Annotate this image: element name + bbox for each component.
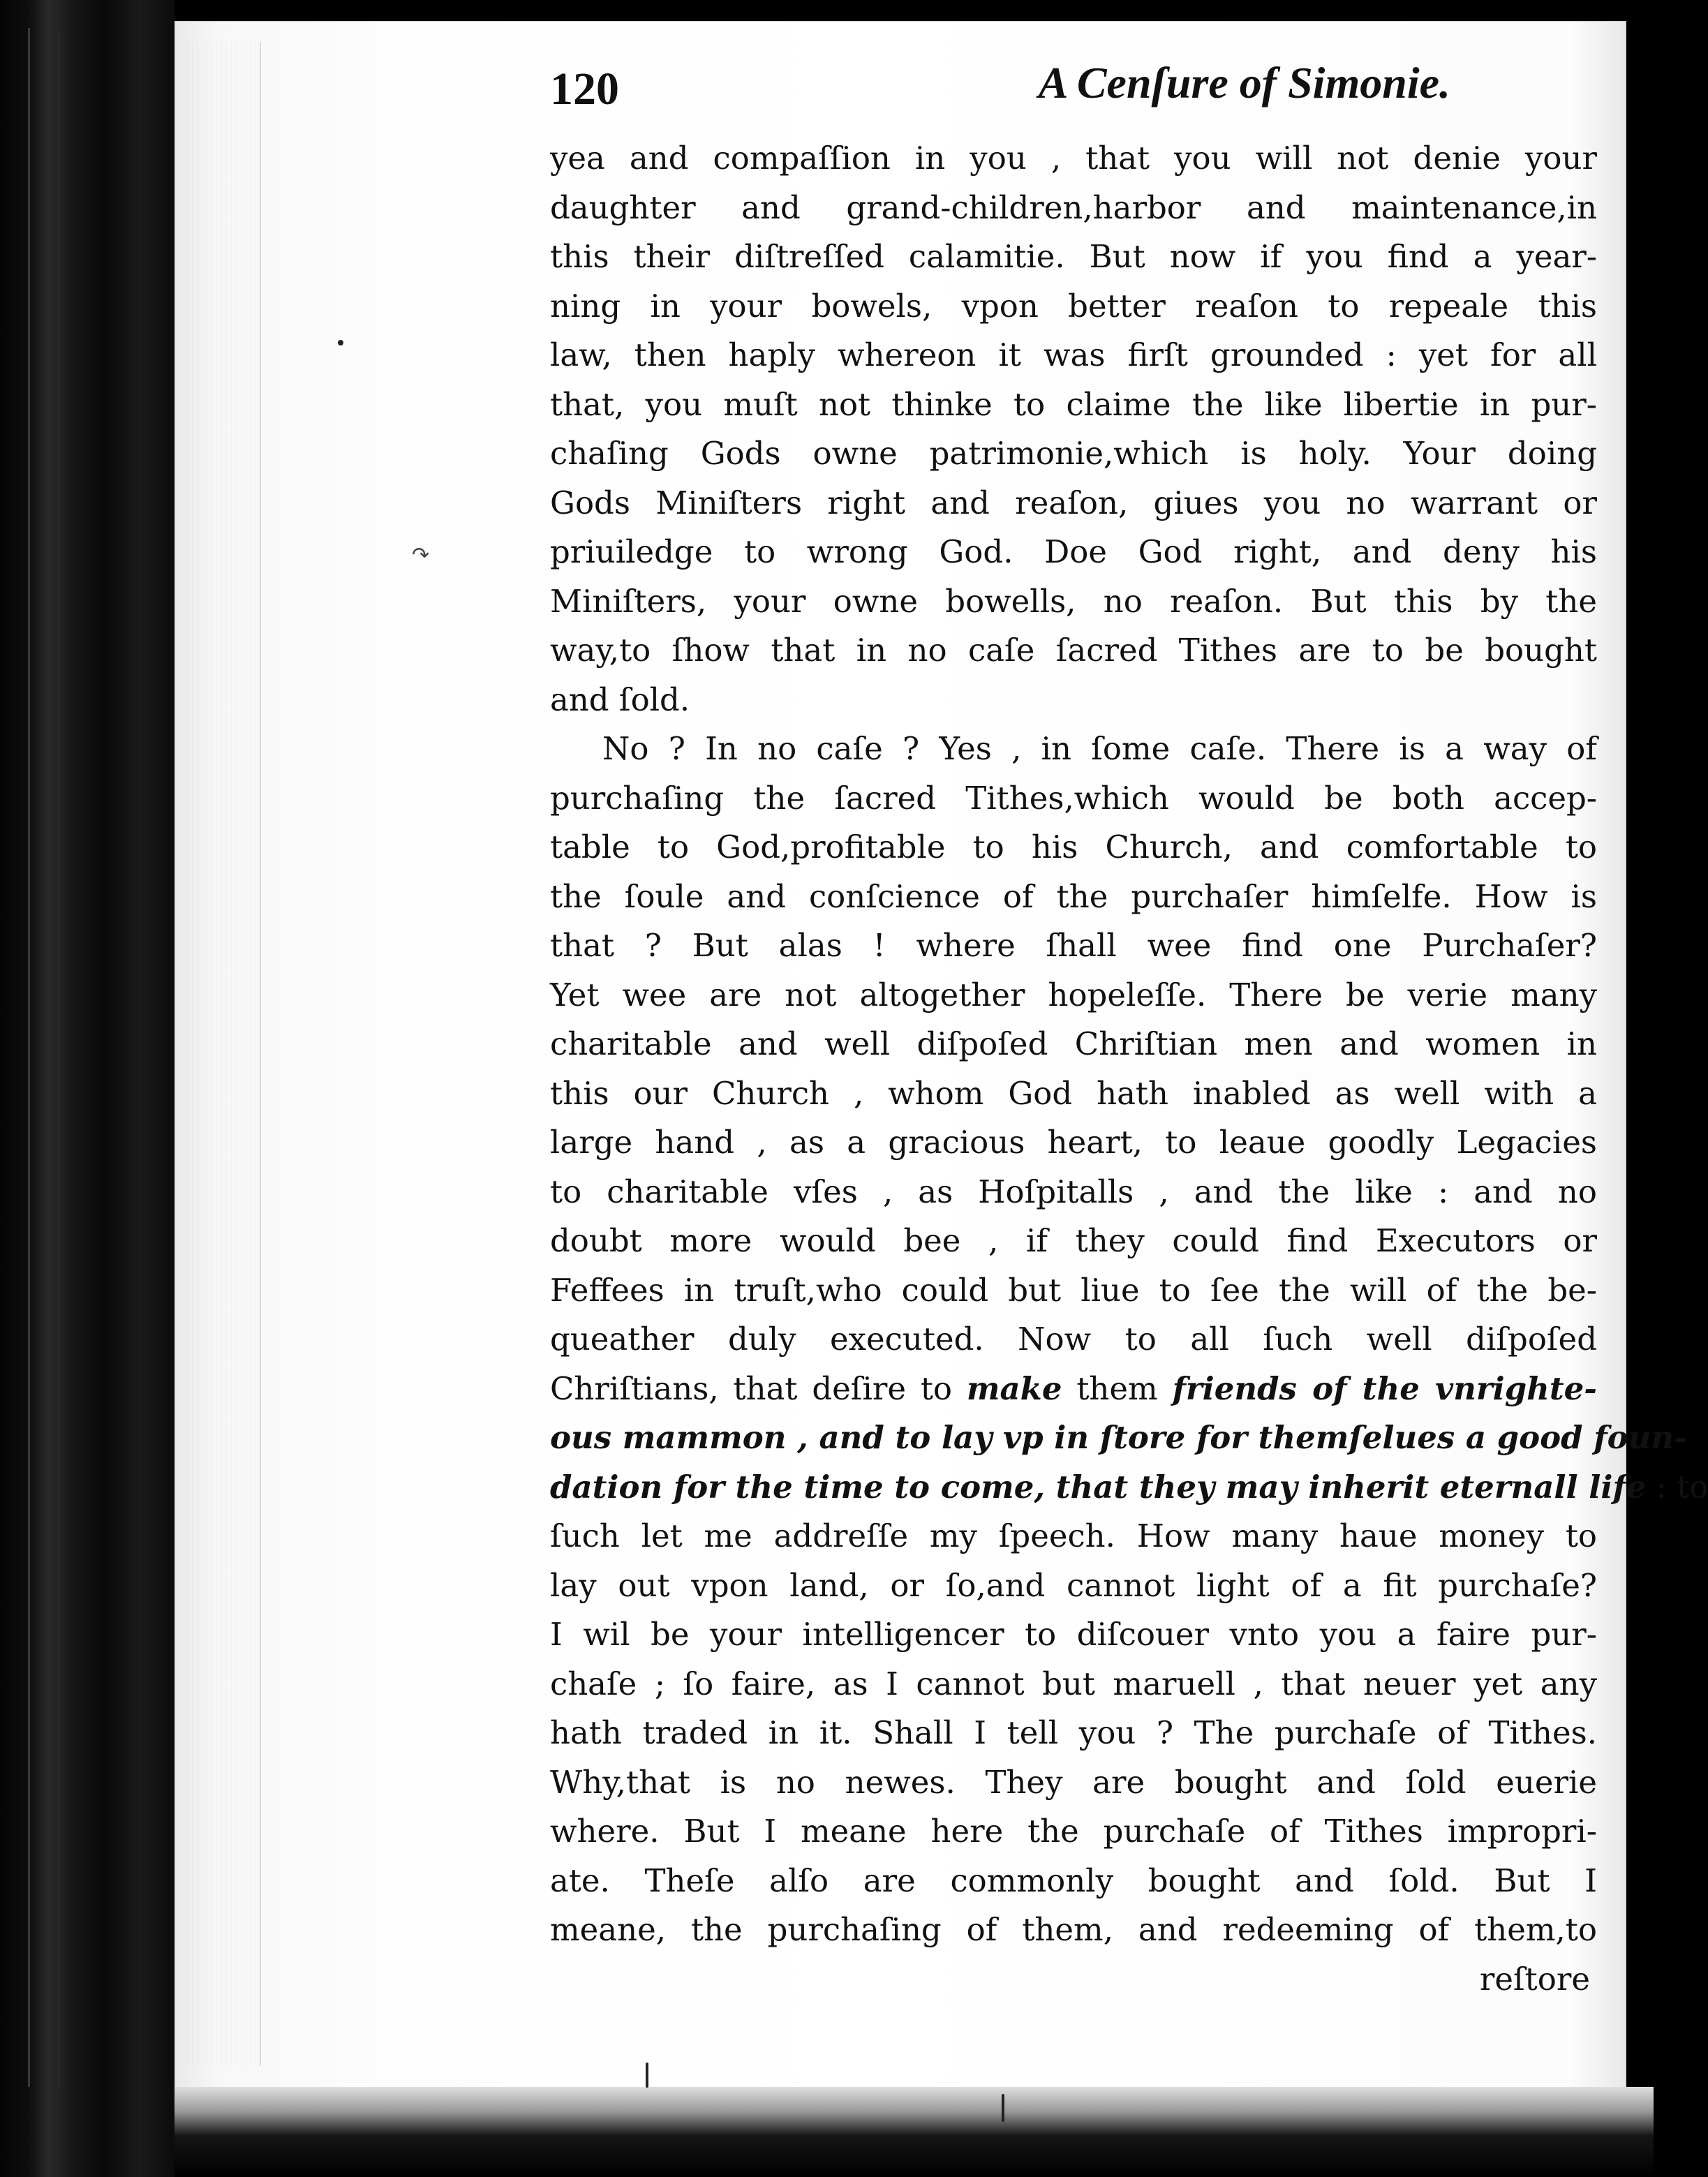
catchword: reſtore xyxy=(1479,1960,1590,1998)
bottom-speck xyxy=(646,2063,648,2088)
text-line: that ? But alas ! where ſhall wee find one Purchaſer? xyxy=(550,927,1597,964)
text-line: I wil be your intelligencer to diſcouer vnto you a faire pur- xyxy=(550,1616,1597,1653)
text-line-mixed xyxy=(550,1365,1597,1414)
text-line: that, you muſt not thinke to claime the like libertie in pur- xyxy=(550,385,1597,423)
text-line-mixed xyxy=(550,1463,1708,1513)
text-line: lay out vpon land, or ſo,and cannot light of a fit purchaſe? xyxy=(550,1566,1597,1604)
text-line: hath traded in it. Shall I tell you ? The purchaſe of Tithes. xyxy=(550,1714,1597,1751)
text-line: queather duly executed. Now to all ſuch well diſpoſed xyxy=(550,1321,1597,1358)
page-gutter-edges xyxy=(183,42,261,2066)
text-line: to charitable vſes , as Hoſpitalls , and the like : and no xyxy=(550,1173,1597,1210)
text-line: chaſe ; ſo faire, as I cannot but maruell , that neuer yet any xyxy=(550,1665,1597,1702)
text-line: Gods Miniſters right and reaſon, giues you no warrant or xyxy=(550,484,1597,521)
spine-edge-lines xyxy=(28,28,59,2087)
text-line: chaſing Gods owne patrimonie,which is holy. Your doing xyxy=(550,435,1597,472)
running-title: A Cenſure of Simonie. xyxy=(1038,58,1450,107)
italic-text: dation for the time to come, that they may inherit eternall life xyxy=(550,1468,1647,1506)
text-line: Feffees in truſt,who could but liue to ſee the will of the be- xyxy=(550,1271,1597,1309)
text-line: No ? In no caſe ? Yes , in ſome caſe. There is a way of xyxy=(602,730,1597,767)
text-line: ſuch let me addreſſe my ſpeech. How many haue money to xyxy=(550,1517,1597,1554)
text-line: daughter and grand-children,harbor and maintenance,in xyxy=(550,188,1597,226)
margin-speck xyxy=(338,340,343,346)
roman-text: : to xyxy=(1646,1468,1708,1506)
italic-text: friends of the vnrighte- xyxy=(1172,1369,1597,1407)
page-number: 120 xyxy=(550,64,619,114)
bottom-speck xyxy=(1002,2094,1004,2122)
book-spine-shadow xyxy=(0,0,174,2177)
text-line-italic: ous mammon , and to lay vp in ſtore for themſelues a good foun- xyxy=(550,1419,1687,1456)
text-line: Why,that is no newes. They are bought and ſold euerie xyxy=(550,1763,1597,1801)
text-line: where. But I meane here the purchaſe of Tithes impropri- xyxy=(550,1813,1597,1850)
margin-pen-mark: ↷ xyxy=(412,543,430,567)
text-line: purchaſing the ſacred Tithes,which would be both accep- xyxy=(550,779,1597,817)
italic-text: make xyxy=(966,1369,1062,1407)
paragraph-2 xyxy=(550,725,1708,1955)
text-line: doubt more would bee , if they could find Executors or xyxy=(550,1222,1597,1259)
text-line: the ſoule and conſcience of the purchaſer himſelfe. How is xyxy=(550,877,1597,915)
roman-text: them xyxy=(1062,1369,1173,1407)
text-line: law, then haply whereon it was firſt grounded : yet for all xyxy=(550,336,1597,373)
text-line: charitable and well diſpoſed Chriſtian men and women in xyxy=(550,1025,1597,1062)
text-line: priuiledge to wrong God. Doe God right, and deny his xyxy=(550,533,1597,570)
text-line: ning in your bowels, vpon better reaſon to repeale this xyxy=(550,287,1597,325)
text-line: and ſold. xyxy=(550,681,690,718)
paragraph-1 xyxy=(550,134,1597,725)
text-line: meane, the purchaſing of them, and redeeming of them,to xyxy=(550,1911,1597,1948)
text-line: Yet wee are not altogether hopeleſſe. There be verie many xyxy=(550,976,1597,1013)
text-line: table to God,profitable to his Church, and comfortable to xyxy=(550,829,1597,865)
text-line: large hand , as a gracious heart, to leaue goodly Legacies xyxy=(550,1124,1597,1161)
page-text xyxy=(550,57,1708,2004)
text-line: Miniſters, your owne bowells, no reaſon. But this by the xyxy=(550,582,1597,620)
text-line: this our Church , whom God hath inabled as well with a xyxy=(550,1074,1597,1112)
text-line: ate. Theſe alſo are commonly bought and ſold. But I xyxy=(550,1862,1597,1899)
roman-text: Chriſtians, that deſire to xyxy=(550,1369,967,1407)
page-header xyxy=(550,57,1597,134)
bottom-shadow xyxy=(174,2087,1654,2177)
text-line: way,to ſhow that in no caſe ſacred Tithes are to be bought xyxy=(550,632,1597,669)
text-line: yea and compaſſion in you , that you will not denie your xyxy=(550,140,1597,177)
text-line: this their diſtreſſed calamitie. But now if you find a year- xyxy=(550,238,1597,275)
